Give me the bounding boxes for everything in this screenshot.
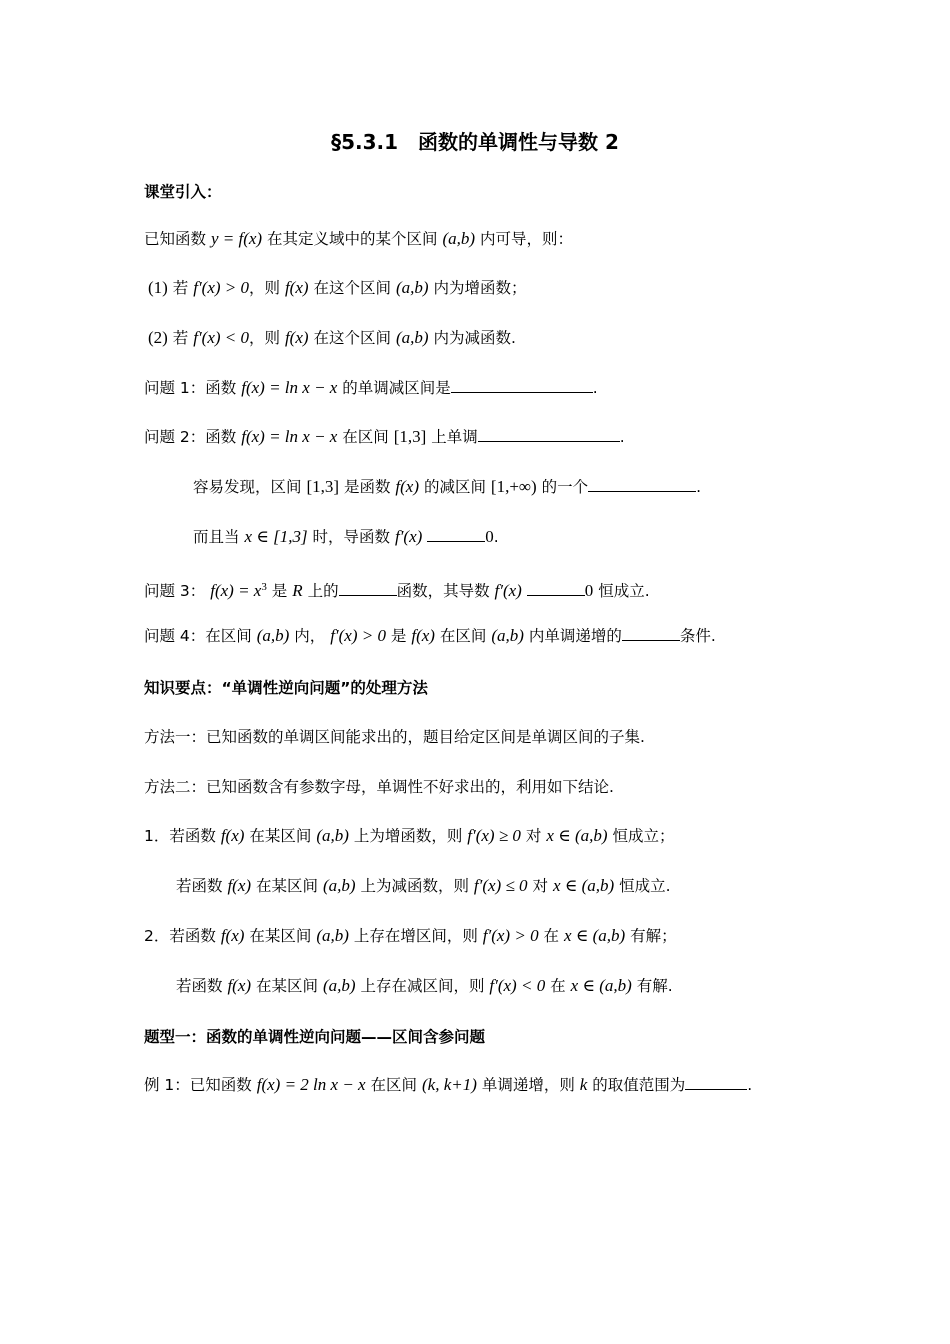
- rule-2b: 若函数 f(x) 在某区间 (a,b) 上存在减区间，则 f′(x) < 0 在 x ∈ (a,b) 有解.: [176, 976, 673, 995]
- intro-item-2: (2) 若 f′(x) < 0，则 f(x) 在这个区间 (a,b) 内为减函数.: [148, 328, 516, 347]
- method-1: 方法一：已知函数的单调区间能求出的，题目给定区间是单调区间的子集.: [144, 728, 645, 746]
- question-2-note-b: 而且当 x ∈ [1,3] 时，导函数 f′(x) 0.: [193, 527, 499, 546]
- answer-blank[interactable]: [451, 378, 593, 393]
- question-2: 问题 2：函数 f(x) = ln x − x 在区间 [1,3] 上单调 .: [144, 427, 625, 446]
- answer-blank[interactable]: [478, 427, 620, 442]
- intro-item-1: (1) 若 f′(x) > 0，则 f(x) 在这个区间 (a,b) 内为增函数；: [148, 278, 527, 297]
- question-4: 问题 4：在区间 (a,b) 内， f′(x) > 0 是 f(x) 在区间 (a,b) 内单调递增的 条件.: [144, 626, 716, 645]
- question-2-note-a: 容易发现，区间 [1,3] 是函数 f(x) 的减区间 [1,+∞) 的一个 .: [193, 477, 702, 496]
- answer-blank[interactable]: [685, 1075, 747, 1090]
- answer-blank[interactable]: [527, 581, 585, 596]
- answer-blank[interactable]: [427, 527, 485, 542]
- rule-2: 2．若函数 f(x) 在某区间 (a,b) 上存在增区间，则 f′(x) > 0 在 x ∈ (a,b) 有解；: [144, 926, 677, 945]
- rule-1b: 若函数 f(x) 在某区间 (a,b) 上为减函数，则 f′(x) ≤ 0 对 x ∈ (a,b) 恒成立.: [176, 876, 671, 895]
- type-1-heading: 题型一：函数的单调性逆向问题——区间含参问题: [144, 1028, 486, 1046]
- question-3: 问题 3： $f(x) = x^3$ 是 R 上的 函数，其导数 f′(x) 0 恒成立.: [144, 581, 650, 601]
- answer-blank[interactable]: [588, 477, 696, 492]
- method-2: 方法二：已知函数含有参数字母，单调性不好求出的，利用如下结论.: [144, 778, 614, 796]
- intro-premise: 已知函数 y = f(x) 在其定义域中的某个区间 (a,b) 内可导，则：: [144, 229, 573, 248]
- answer-blank[interactable]: [622, 626, 680, 641]
- rule-1: 1．若函数 f(x) 在某区间 (a,b) 上为增函数，则 f′(x) ≥ 0 对 x ∈ (a,b) 恒成立；: [144, 826, 675, 845]
- intro-heading: 课堂引入：: [144, 183, 222, 201]
- page-title: §5.3.1 函数的单调性与导数 2: [331, 130, 619, 154]
- example-1: 例 1：已知函数 f(x) = 2 ln x − x 在区间 (k, k+1) 单调递增，则 k 的取值范围为 .: [144, 1075, 753, 1094]
- question-1: 问题 1：函数 f(x) = ln x − x 的单调减区间是 .: [144, 378, 598, 397]
- answer-blank[interactable]: [339, 581, 397, 596]
- knowledge-heading: 知识要点：“单调性逆向问题”的处理方法: [144, 679, 428, 697]
